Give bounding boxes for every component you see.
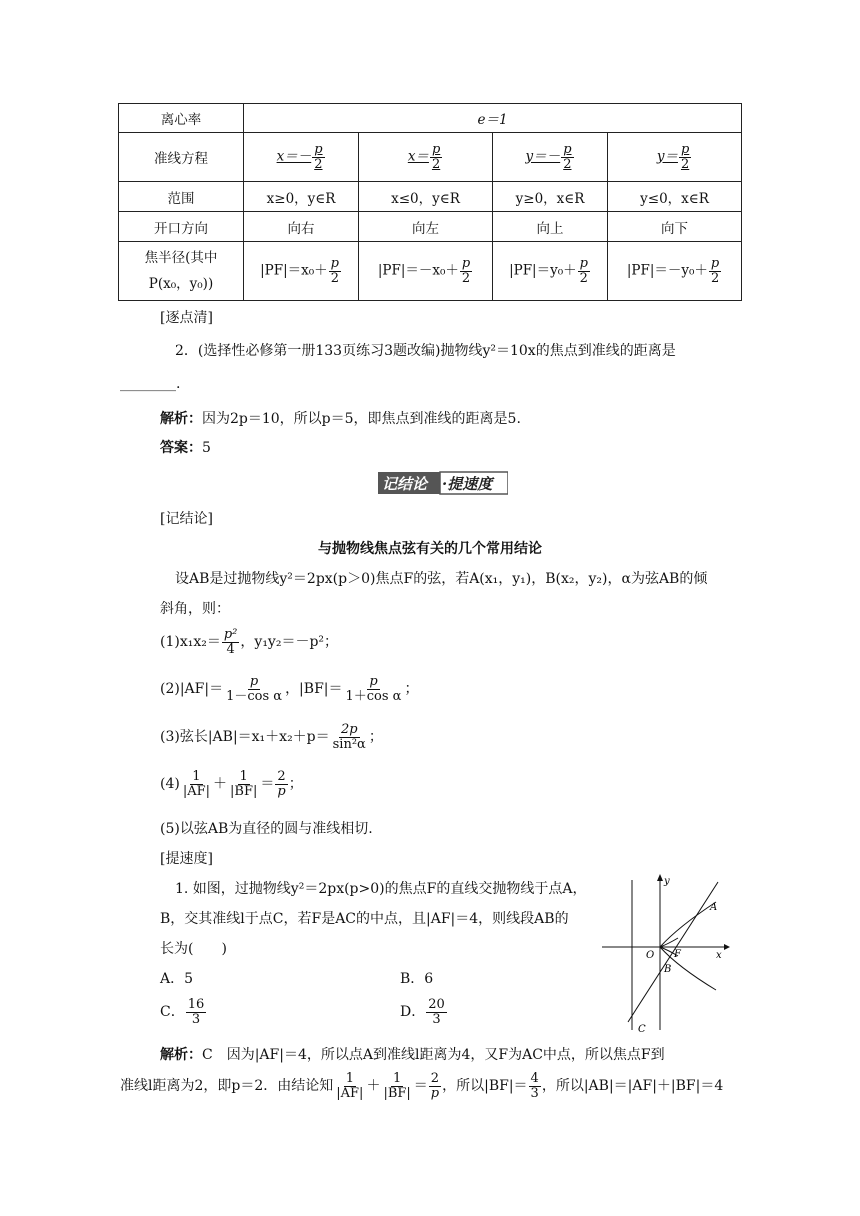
section-label-conclusions: [记结论] xyxy=(160,511,213,527)
focal-radius-cell: |PF|＝－y₀＋ $\frac{p}{2}$ xyxy=(608,242,742,301)
section-label-speedup: [提速度] xyxy=(160,851,213,867)
option-a: A．5 xyxy=(160,971,194,987)
focal-radius-cell: |PF|＝－x₀＋ $\frac{p}{2}$ xyxy=(359,242,493,301)
row-label-range: 范围 xyxy=(119,182,244,212)
option-d: D． $\frac{20}{3}$ xyxy=(400,997,445,1027)
label-f: F xyxy=(674,949,681,960)
label-b: B xyxy=(664,964,672,975)
opening-cell: 向上 xyxy=(492,212,607,242)
focal-radius-cell: |PF|＝x₀＋ $\frac{p}{2}$ xyxy=(244,242,359,301)
section-badge xyxy=(378,470,508,496)
question-2-text: 2．(选择性必修第一册133页练习3题改编)抛物线y²＝10x的焦点到准线的距离是 xyxy=(175,343,676,359)
analysis-1-line-1: 解析：C 因为|AF|＝4，所以点A到准线l距离为4，又F为AC中点，所以焦点F到 xyxy=(160,1047,665,1063)
conclusion-5: (5)以弦AB为直径的圆与准线相切. xyxy=(160,821,373,837)
question-1-line-1: 1. 如图，过抛物线y²＝2px(p>0)的焦点F的直线交抛物线于点A， xyxy=(175,881,587,897)
option-c: C． $\frac{16}{3}$ xyxy=(160,997,205,1027)
parabola-properties-table xyxy=(118,103,742,301)
x-axis-arrow xyxy=(724,944,730,950)
conclusion-3: (3)弦长|AB|＝x₁＋x₂＋p＝ $\frac{2p}{\text{sin²α}}$ ； xyxy=(160,722,383,752)
row-label-opening: 开口方向 xyxy=(119,212,244,242)
conclusions-intro-2: 斜角，则： xyxy=(160,601,230,617)
focal-chord xyxy=(628,882,718,1022)
question-1-line-3: 长为( ) xyxy=(160,941,227,957)
y-axis-arrow xyxy=(657,874,663,881)
conclusions-intro-1: 设AB是过抛物线y²＝2px(p＞0)焦点F的弦，若A(x₁，y₁)，B(x₂，y₂)，α为弦AB的倾 xyxy=(175,571,708,587)
range-cell: x≤0，y∈R xyxy=(359,182,493,212)
label-x: x xyxy=(716,950,722,961)
eccentricity-value: e＝1 xyxy=(244,104,742,133)
opening-cell: 向下 xyxy=(608,212,742,242)
question-2-analysis: 解析：因为2p＝10，所以p＝5，即焦点到准线的距离是5. xyxy=(160,411,521,427)
parabola-curve xyxy=(660,902,716,990)
conclusion-4: (4) $\frac{1}{|AF|}$ ＋ $\frac{1}{|BF|}$ ＝ $\frac{2}{p}$ ； xyxy=(160,769,303,799)
directrix-cell: x＝－ $\frac{p}{2}$ xyxy=(244,133,359,182)
opening-cell: 向左 xyxy=(359,212,493,242)
row-label-eccentricity: 离心率 xyxy=(119,104,244,133)
conclusion-2: (2)|AF|＝ $\frac{p}{\text{1－cos α}}$ ，|BF|＝ $\frac{p}{\text{1＋cos α}}$ ； xyxy=(160,674,419,704)
label-c: C xyxy=(638,1024,646,1032)
row-label-focal-radius: 焦半径(其中 P(x₀，y₀)) xyxy=(119,242,244,301)
question-2-blank: ________. xyxy=(120,376,181,392)
range-cell: y≥0，x∈R xyxy=(492,182,607,212)
conclusions-title: 与抛物线焦点弦有关的几个常用结论 xyxy=(318,541,542,557)
section-label-points: [逐点清] xyxy=(160,310,213,326)
analysis-1-line-2: 准线l距离为2，即p＝2．由结论知 $\frac{1}{|AF|}$ ＋ $\frac{1}{|BF|}$ ＝ $\frac{2}{p}$ ，所以|BF|＝ $\frac{4}{3}$ ，所以|AB|＝|AF|＋|BF|＝4 xyxy=(120,1071,724,1101)
opening-cell: 向右 xyxy=(244,212,359,242)
label-y: y xyxy=(664,876,670,887)
label-a: A xyxy=(710,902,718,913)
parabola-figure xyxy=(598,872,730,1032)
question-1-line-2: B，交其准线l于点C，若F是AC的中点，且|AF|＝4，则线段AB的 xyxy=(160,911,569,927)
badge-left-text: 记结论 xyxy=(382,475,428,493)
directrix-cell: y＝－ $\frac{p}{2}$ xyxy=(492,133,607,182)
directrix-cell: x＝ $\frac{p}{2}$ xyxy=(359,133,493,182)
range-cell: x≥0，y∈R xyxy=(244,182,359,212)
badge-right-text: ·提速度 xyxy=(442,475,493,493)
label-o: O xyxy=(646,950,655,961)
question-2-answer: 答案：5 xyxy=(160,440,211,456)
option-b: B．6 xyxy=(400,971,434,987)
directrix-cell: y＝ $\frac{p}{2}$ xyxy=(608,133,742,182)
focal-radius-cell: |PF|＝y₀＋ $\frac{p}{2}$ xyxy=(492,242,607,301)
conclusion-1: (1)x₁x₂＝ $\frac{\text{p²}}{4}$ ，y₁y₂＝－p²； xyxy=(160,627,339,657)
row-label-directrix: 准线方程 xyxy=(119,133,244,182)
range-cell: y≤0，x∈R xyxy=(608,182,742,212)
